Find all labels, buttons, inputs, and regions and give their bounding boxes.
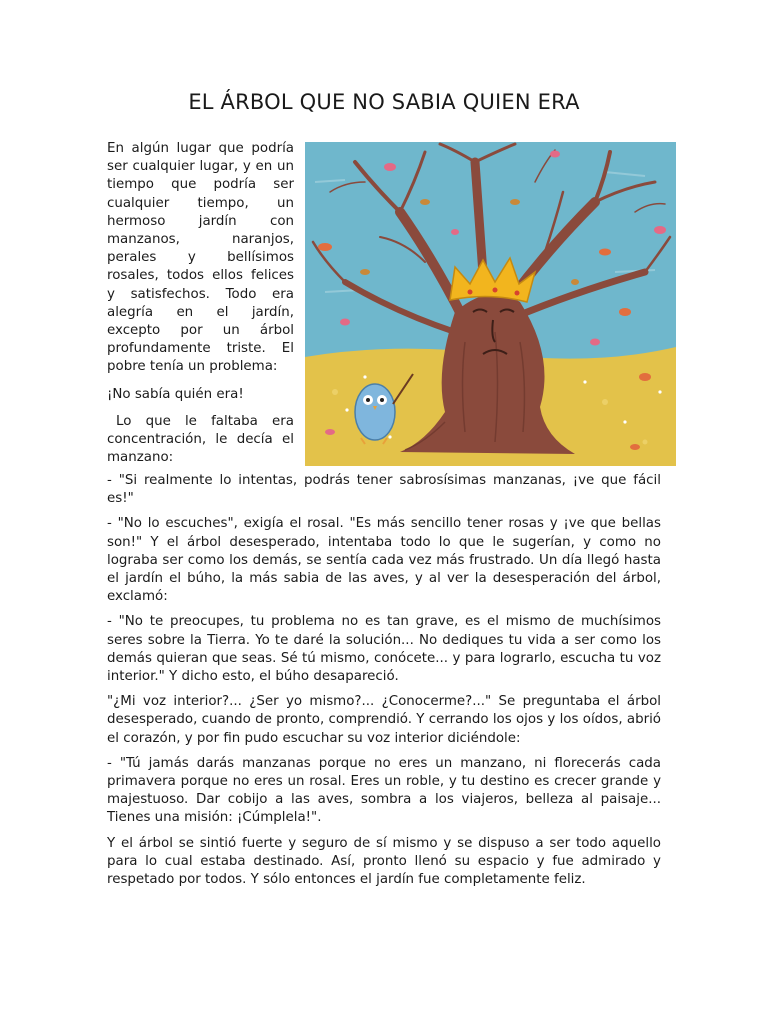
- story-paragraph: - "Si realmente lo intentas, podrás tener sabrosísimas manzanas, ¡ve que fácil es!": [107, 473, 661, 507]
- intro-paragraph: En algún lugar que podría ser cualquier lugar, y en un tiempo que podría ser cualquier tiempo, un hermoso jardín con manzanos, naranjos, perales y bellísimos rosales, todos ellos felices y satisfechos. Todo era alegría en el jardín, excepto por un árbol profundamente triste. El pobre tenía un problema:: [107, 141, 294, 375]
- story-body: [107, 472, 661, 896]
- intro-paragraph: ¡No sabía quién era!: [107, 386, 244, 402]
- story-paragraph: - "No lo escuches", exigía el rosal. "Es más sencillo tener rosas y ¡ve que bellas son!" Y el árbol desesperado, intentaba todo lo que le sugerían, y como no lograba ser como los demás, se sentía cada vez más frustrado. Un día llegó hasta el jardín el búho, la más sabia de las aves, y al ver la desesperación del árbol, exclamó:: [107, 516, 661, 605]
- story-paragraph: - "Tú jamás darás manzanas porque no eres un manzano, ni florecerás cada primavera porque no eres un rosal. Eres un roble, y tu destino es crecer grande y majestuoso. Dar cobijo a las aves, sombra a los viajeros, belleza al paisaje... Tienes una misión: ¡Cúmplela!".: [107, 755, 661, 826]
- story-paragraph: Y el árbol se sintió fuerte y seguro de sí mismo y se dispuso a ser todo aquello para lo cual estaba destinado. Así, pronto llenó su espacio y fue admirado y respetado por todos. Y sólo entonces el jardín fue completamente feliz.: [107, 835, 661, 888]
- document-title: EL ÁRBOL QUE NO SABIA QUIEN ERA: [188, 90, 580, 114]
- story-paragraph: "¿Mi voz interior?... ¿Ser yo mismo?... ¿Conocerme?..." Se preguntaba el árbol desesperado, cuando de pronto, comprendió. Y cerrando los ojos y los oídos, abrió el corazón, y por fin pudo escuchar su voz interior diciéndole:: [107, 694, 661, 746]
- intro-paragraph: Lo que le faltaba era concentración, le decía el manzano:: [107, 413, 294, 466]
- story-paragraph: - "No te preocupes, tu problema no es tan grave, es el mismo de muchísimos seres sobre la Tierra. Yo te daré la solución... No dediques tu vida a ser como los demás quieran que seas. Sé tú mismo, conócete... y para lograrlo, escucha tu voz interior." Y dicho esto, el búho desapareció.: [107, 614, 661, 685]
- intro-column: [107, 140, 294, 476]
- tree-illustration: [305, 142, 676, 466]
